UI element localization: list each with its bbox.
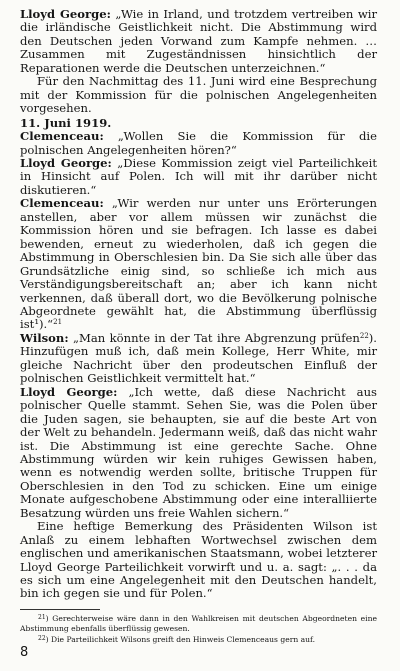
speech-lloyd-george-2	[20, 157, 377, 197]
speech-text: „Wie in Irland, und trotzdem vertreiben wir die irländische Geistlichkeit nicht. Die Abstimmung wird den Deutschen jeden Vorwand zum Kampfe nehmen. … Zusammen mit Zugeständnissen hinsichtlich der Reparationen werde die Deutschen unterzeichnen.“	[20, 7, 377, 75]
speech-lloyd-george-3	[20, 386, 377, 521]
speech-text: „Wollen Sie die Kommission für die polnischen Angelegenheiten hören?“	[20, 129, 377, 157]
paragraph-text: Eine heftige Bemerkung des Präsidenten Wilson ist Anlaß zu einem lebhaften Wortwechsel zwischen dem englischen und amerikanischen Staatsmann, wobei letzterer Lloyd George Parteilichkeit vorwirft und u. a. sagt: „. . . da es sich um eine Angelegenheit mit den Deutschen handelt, bin ich gegen sie und für Polen.“	[20, 519, 377, 601]
speech-text: „Man könnte in der Tat ihre Abgrenzung prüfen	[68, 330, 360, 345]
footnote-divider	[20, 609, 100, 610]
page-number: 8	[20, 645, 29, 660]
body-text	[20, 8, 377, 601]
footnote-mark: 22	[38, 635, 46, 643]
date-heading: 11. Juni 1919.	[20, 115, 112, 130]
narrative-paragraph	[20, 520, 377, 601]
speech-clemenceau-1	[20, 130, 377, 157]
speech-lloyd-george-1	[20, 8, 377, 75]
footnote-text: ) Die Parteilichkeit Wilsons greift den Hinweis Clemenceaus gern auf.	[45, 635, 316, 645]
speaker-name: Clemenceau:	[20, 129, 104, 144]
speech-text: „Diese Kommission zeigt viel Parteilichkeit in Hinsicht auf Polen. Ich will mit ihr darüber nicht diskutieren.“	[20, 155, 377, 197]
speaker-name: Clemenceau:	[20, 196, 104, 211]
speaker-name: Lloyd George:	[20, 7, 111, 21]
footnote-ref: 22	[359, 331, 369, 340]
speech-text: „Wir werden nur unter uns Erörterungen anstellen, aber vor allem müssen wir zunächst die Kommission hören und sie befragen. Ich lasse es dabei bewenden, erneut zu wiederholen, daß ich gegen die Abstimmung in Oberschlesien bin. Da Sie sich alle über das Grundsätzliche einig sind, so schließe ich mich aus Verständigungsbereitschaft an; aber ich kann nicht verkennen, daß überall dort, wo die Bevölkerung polnische Abgeordnete gewählt hat, die Abstimmung überflüssig ist¹).“	[20, 196, 377, 332]
speech-text-continued: ). Hinzufügen muß ich, daß mein Kollege, Herr White, mir gleiche Nachricht über den prodeutschen Einfluß der polnischen Geistlichkeit vermittelt hat.“	[20, 330, 377, 386]
document-page	[20, 8, 377, 646]
footnote-text: ) Gerechterweise wäre dann in den Wahlkreisen mit deutschen Abgeordneten eine Abstimmung ebenfalls überflüssig gewesen.	[20, 613, 377, 634]
speech-text: „Ich wette, daß diese Nachricht aus polnischer Quelle stammt. Sehen Sie, was die Polen über die Juden sagen, sie behaupten, sie auf die beste Art von der Welt zu behandeln. Jedermann weiß, daß das nicht wahr ist. Die Abstimmung ist eine gerechte Sache. Ohne Abstimmung würden wir kein ruhiges Gewissen haben, wenn es notwendig werden sollte, britische Truppen für Oberschlesien in den Tod zu schicken. Eine um einige Monate aufgeschobene Abstimmung oder eine interalliierte Besatzung würden uns freie Wahlen sichern.“	[20, 384, 377, 520]
speaker-name: Lloyd George:	[20, 384, 118, 399]
paragraph-text: Für den Nachmittag des 11. Juni wird eine Besprechung mit der Kommission für die polnischen Angelegenheiten vorgesehen.	[20, 74, 377, 116]
footnote-22	[20, 634, 377, 645]
narrative-paragraph	[20, 75, 377, 115]
footnote-mark: 21	[38, 613, 46, 621]
footnote-21	[20, 613, 377, 634]
speaker-name: Wilson:	[20, 330, 69, 345]
speech-clemenceau-2	[20, 197, 377, 332]
speaker-name: Lloyd George:	[20, 155, 112, 170]
speech-wilson	[20, 332, 377, 386]
footnote-ref: 21	[53, 318, 63, 327]
